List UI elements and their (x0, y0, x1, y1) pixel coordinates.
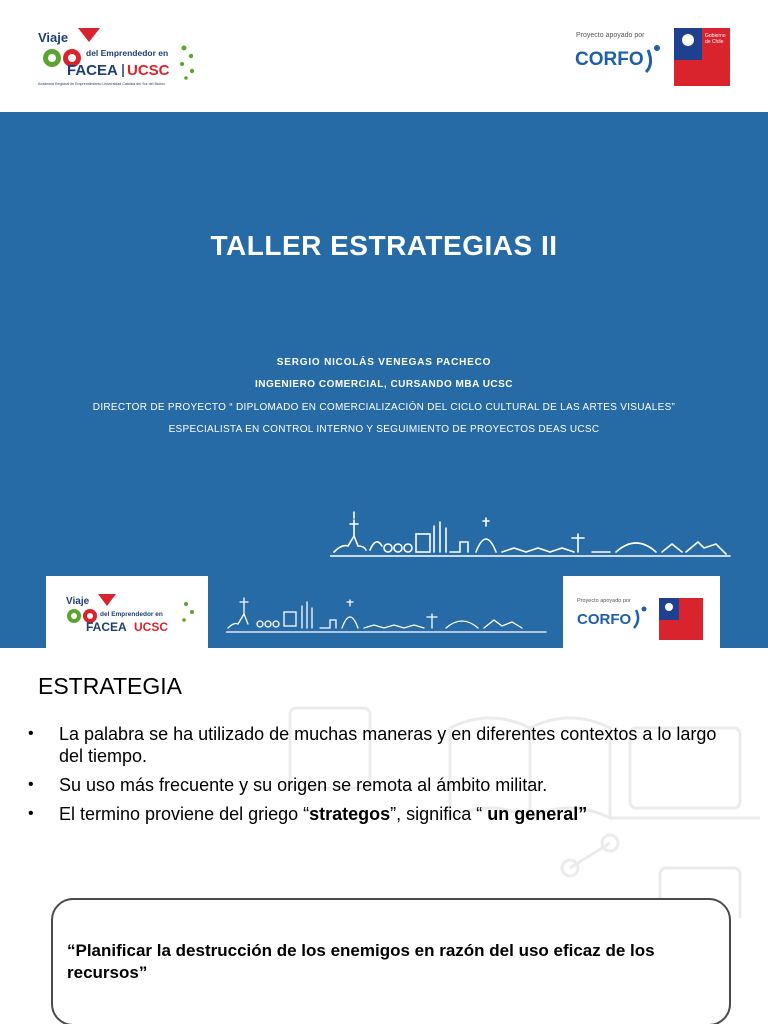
quote-text: “Planificar la destrucción de los enemigos en razón del uso eficaz de los recursos” (67, 941, 655, 982)
list-item (28, 723, 718, 767)
bullet-text-pre: El termino proviene del griego “ (59, 804, 310, 824)
content-slide (0, 648, 768, 1024)
quote-box (51, 898, 731, 1024)
footer-logo-line2: del Emprendedor en (100, 611, 163, 618)
viaje-emprendedor-logo (34, 26, 199, 88)
section-heading: ESTRATEGIA (38, 673, 182, 699)
bullet-text: Su uso más frecuente y su origen se remota al ámbito militar. (59, 775, 548, 795)
footer-logo-facea: FACEA (86, 620, 127, 634)
slide-header (0, 0, 768, 112)
bullet-icon: • (28, 725, 34, 742)
logo-ucsc: UCSC (127, 62, 170, 79)
footer-corfo-logo (563, 576, 720, 648)
footer-chile-shield-icon (665, 603, 673, 611)
red-triangle-icon (78, 28, 100, 42)
gov-line2: de Chile (705, 39, 724, 45)
corfo-brand: CORFO (575, 49, 644, 70)
bullet-emphasis-strategos: strategos (309, 804, 391, 824)
footer-skyline-illustration (226, 588, 548, 640)
logo-line2: del Emprendedor en (86, 48, 169, 58)
chile-shield-icon (682, 34, 694, 46)
flag-red (674, 60, 702, 86)
gov-line1: Gobierno (705, 33, 726, 39)
bullet-icon: • (28, 805, 34, 822)
logo-facea: FACEA (67, 62, 118, 79)
bullet-list (28, 723, 718, 832)
footer-logo-ucsc: UCSC (134, 620, 169, 634)
corfo-caption: Proyecto apoyado por (576, 32, 645, 39)
logo-line1: Viaje (38, 30, 69, 45)
corfo-gobierno-logo (574, 28, 734, 86)
bullet-icon: • (28, 776, 34, 793)
author-name: SERGIO NICOLÁS VENEGAS PACHECO (276, 357, 492, 368)
slide-title: TALLER ESTRATEGIAS II (210, 230, 558, 261)
footer-viaje-logo (46, 576, 208, 648)
logo-subtitle: Academia Regional de Emprendimiento Universidad Católica del Sur del Biobío (38, 82, 165, 86)
list-item (28, 774, 718, 796)
list-item (28, 803, 718, 825)
author-specialty: ESPECIALISTA EN CONTROL INTERNO Y SEGUIMIENTO DE PROYECTOS DEAS UCSC (168, 424, 600, 435)
footer-corfo-brand: CORFO (577, 611, 632, 628)
bullet-text: La palabra se ha utilizado de muchas maneras y en diferentes contextos a lo largo del tiempo. (59, 724, 717, 766)
city-skyline-illustration (330, 508, 732, 568)
bullet-emphasis-general: un general” (487, 804, 588, 824)
footer-logo-line1: Viaje (66, 596, 90, 607)
author-degree: INGENIERO COMERCIAL, CURSANDO MBA UCSC (254, 379, 514, 390)
bullet-text-mid: ”, significa “ (390, 804, 488, 824)
footer-corfo-caption: Proyecto apoyado por (577, 598, 631, 604)
author-role: DIRECTOR DE PROYECTO “ DIPLOMADO EN COMERCIALIZACIÓN DEL CICLO CULTURAL DE LAS ARTES VISUALES” (92, 402, 676, 413)
